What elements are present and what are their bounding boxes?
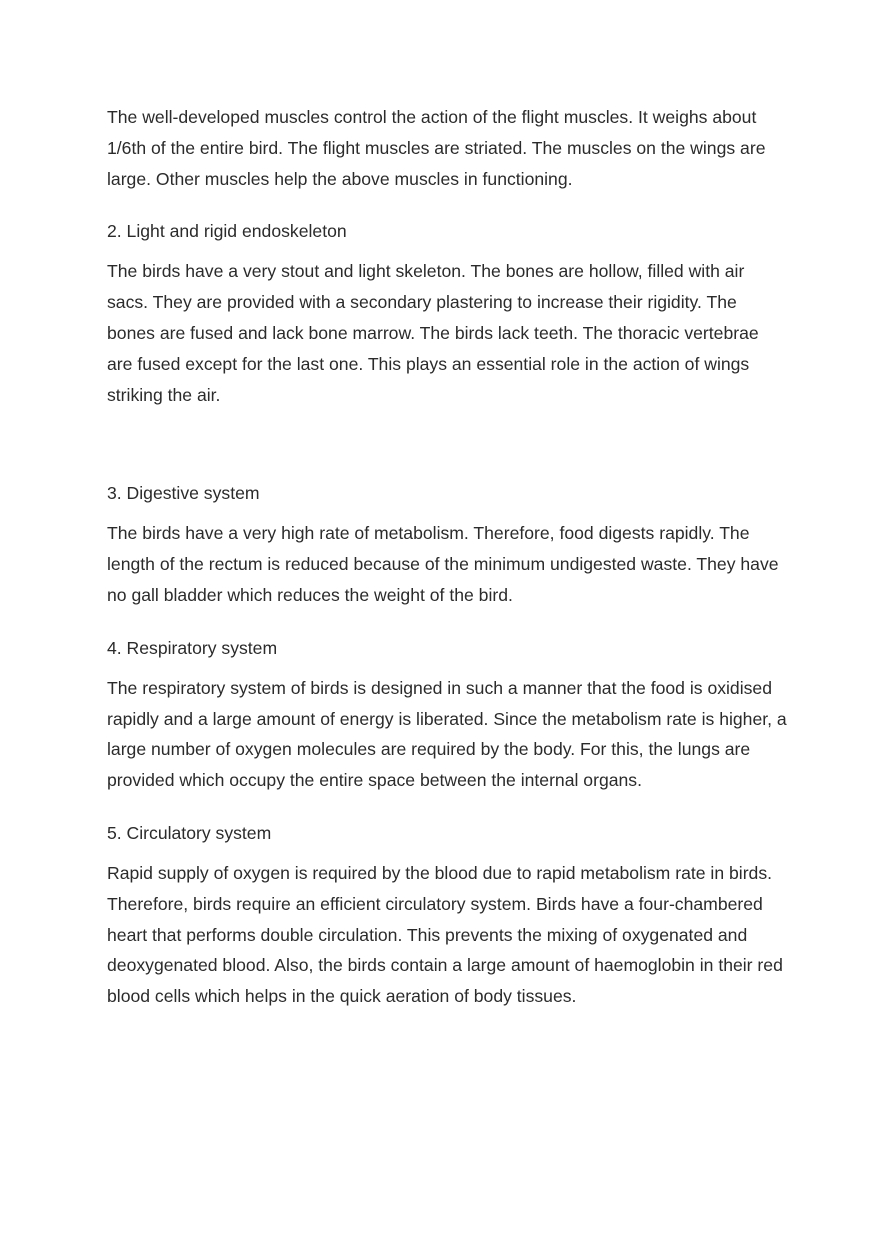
respiratory-paragraph: The respiratory system of birds is designed in such a manner that the food is oxidised rapidly and a large amount of energy is liberated. Since the metabolism rate is higher, a large number of oxygen molecules are required by the body. For this, the lungs are provided which occupy the entire space between the internal organs.: [107, 677, 787, 791]
section-heading-digestive: 3. Digestive system: [107, 483, 260, 504]
endoskeleton-paragraph: The birds have a very stout and light skeleton. The bones are hollow, filled with air sacs. They are provided with a secondary plastering to increase their rigidity. The bones are fused and lack bone marrow. The birds lack teeth. The thoracic vertebrae are fused except for the last one. This plays an essential role in the action of wings striking the air.: [107, 261, 759, 405]
circulatory-paragraph: Rapid supply of oxygen is required by the blood due to rapid metabolism rate in birds. Therefore, birds require an efficient circulatory system. Birds have a four-chambered heart that performs double circulation. This prevents the mixing of oxygenated and deoxygenated blood. Also, the birds contain a large amount of haemoglobin in their red blood cells which helps in the quick aeration of body tissues.: [107, 862, 783, 1007]
section-heading-endoskeleton: 2. Light and rigid endoskeleton: [107, 221, 347, 242]
section-heading-respiratory: 4. Respiratory system: [107, 637, 278, 658]
flight-muscles-paragraph: The well-developed muscles control the action of the flight muscles. It weighs about 1/6th of the entire bird. The flight muscles are striated. The muscles on the wings are large. Other muscles help the above muscles in functioning.: [107, 107, 766, 189]
document-page: [107, 102, 787, 1012]
digestive-paragraph: The birds have a very high rate of metabolism. Therefore, food digests rapidly. The length of the rectum is reduced because of the minimum undigested waste. They have no gall bladder which reduces the weight of the bird.: [107, 523, 779, 605]
section-heading-circulatory: 5. Circulatory system: [107, 822, 272, 843]
